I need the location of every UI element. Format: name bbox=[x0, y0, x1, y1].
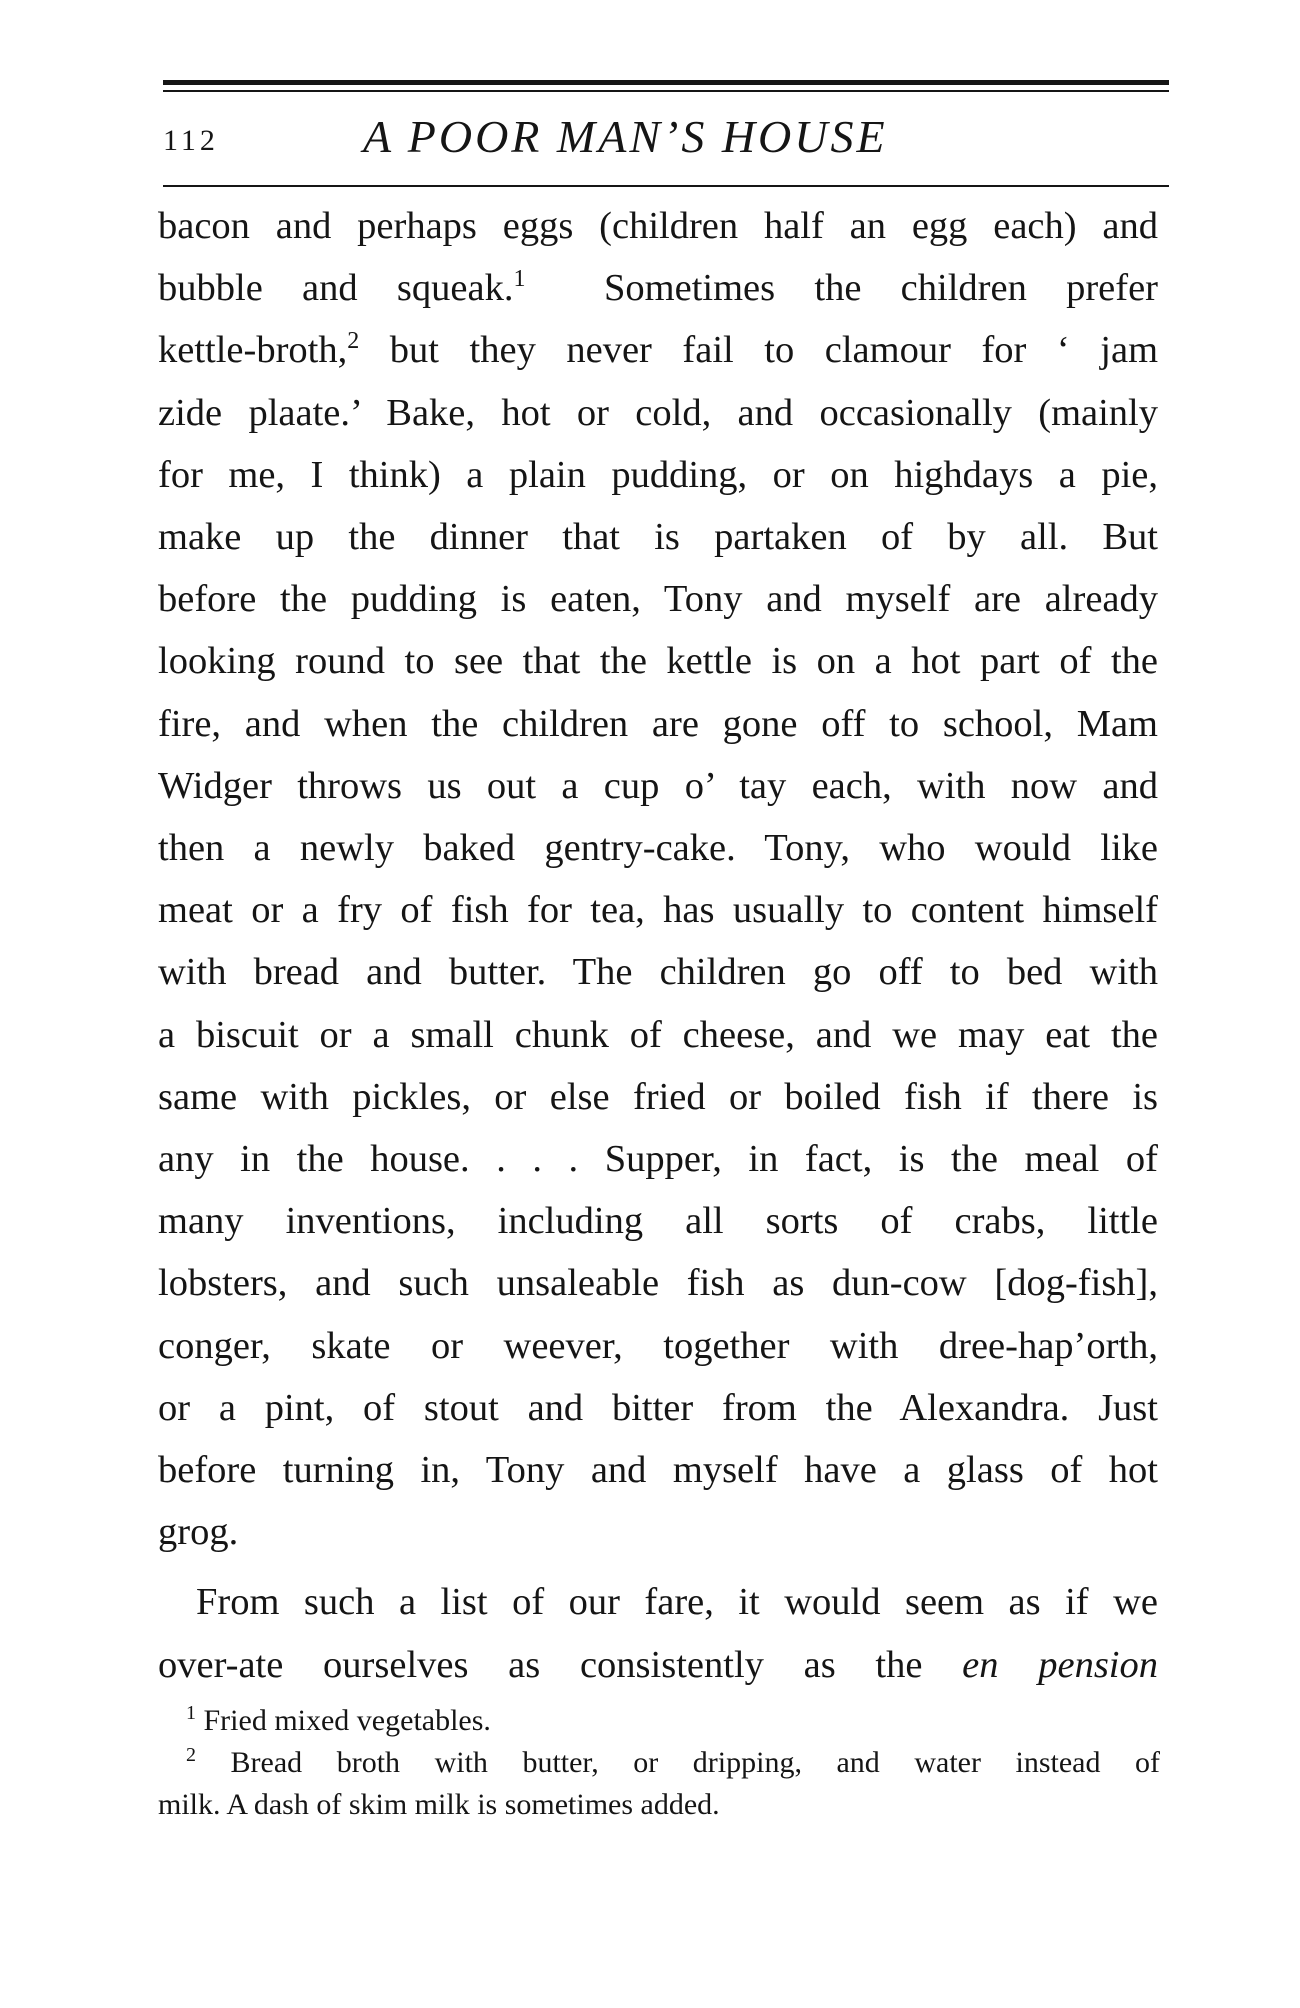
text-line: looking round to see that the kettle is on a hot part of the bbox=[158, 640, 1158, 683]
text-line: From such a list of our fare, it would seem as if we bbox=[196, 1581, 1158, 1624]
paragraph-break bbox=[158, 1563, 1158, 1571]
header-underline-rule bbox=[163, 185, 1169, 187]
text-line: Widger throws us out a cup o’ tay each, with now and bbox=[158, 764, 1158, 807]
running-head bbox=[163, 110, 1169, 170]
footnote-marker: 2 bbox=[186, 1744, 196, 1766]
footnote-ref: 1 bbox=[513, 266, 526, 293]
text-line: make up the dinner that is partaken of by all. But bbox=[158, 516, 1158, 559]
header-rule-thin bbox=[163, 90, 1169, 92]
text-line: before turning in, Tony and myself have a glass of hot bbox=[158, 1449, 1158, 1492]
text-line: with bread and butter. The children go off to bed with bbox=[158, 951, 1158, 994]
body-text bbox=[158, 195, 1158, 1696]
text-line: same with pickles, or else fried or boiled fish if there is bbox=[158, 1075, 1158, 1118]
text-line: for me, I think) a plain pudding, or on highdays a pie, bbox=[158, 453, 1158, 496]
text-line: zide plaate.’ Bake, hot or cold, and occasionally (mainly bbox=[158, 391, 1158, 434]
text-line: meat or a fry of fish for tea, has usually to content himself bbox=[158, 889, 1158, 932]
footnotes bbox=[158, 1700, 1160, 1826]
running-title: A POOR MAN’S HOUSE bbox=[363, 111, 888, 162]
page-number: 112 bbox=[163, 124, 219, 157]
italic-phrase: en pension bbox=[962, 1643, 1158, 1686]
text-line: bacon and perhaps eggs (children half an egg each) and bbox=[158, 205, 1158, 247]
header-rule-thick bbox=[163, 80, 1169, 85]
text-line: fire, and when the children are gone off to school, Mam bbox=[158, 702, 1158, 745]
text-line: before the pudding is eaten, Tony and myself are already bbox=[158, 578, 1158, 621]
footnote-1: $^1$ Fried mixed vegetables. bbox=[186, 1702, 491, 1737]
text-line: or a pint, of stout and bitter from the Alexandra. Just bbox=[158, 1386, 1158, 1429]
text-line: any in the house. . . . Supper, in fact, is the meal of bbox=[158, 1138, 1158, 1181]
text-line: many inventions, including all sorts of crabs, little bbox=[158, 1200, 1158, 1243]
text-line: over-ate ourselves as consistently as the en pension bbox=[158, 1643, 1158, 1686]
footnote-2: $^2$ Bread broth with butter, or dripping, and water instead of bbox=[186, 1744, 1161, 1779]
text-line: then a newly baked gentry-cake. Tony, who would like bbox=[158, 827, 1158, 870]
text-line: conger, skate or weever, together with dree-hap’orth, bbox=[158, 1324, 1158, 1367]
text-line: a biscuit or a small chunk of cheese, and we may eat the bbox=[158, 1013, 1158, 1056]
text-line: bubble and squeak.$^1$ Sometimes the children prefer bbox=[158, 266, 1158, 310]
footnote-2-continued: milk. A dash of skim milk is sometimes added. bbox=[158, 1788, 720, 1821]
footnote-ref: 2 bbox=[347, 328, 360, 355]
text-line: grog. bbox=[158, 1511, 239, 1554]
text-line: lobsters, and such unsaleable fish as dun-cow [dog-fish], bbox=[158, 1262, 1158, 1305]
text-line: kettle-broth,$^2$ but they never fail to clamour for ‘ jam bbox=[158, 328, 1159, 372]
footnote-marker: 1 bbox=[186, 1702, 196, 1724]
